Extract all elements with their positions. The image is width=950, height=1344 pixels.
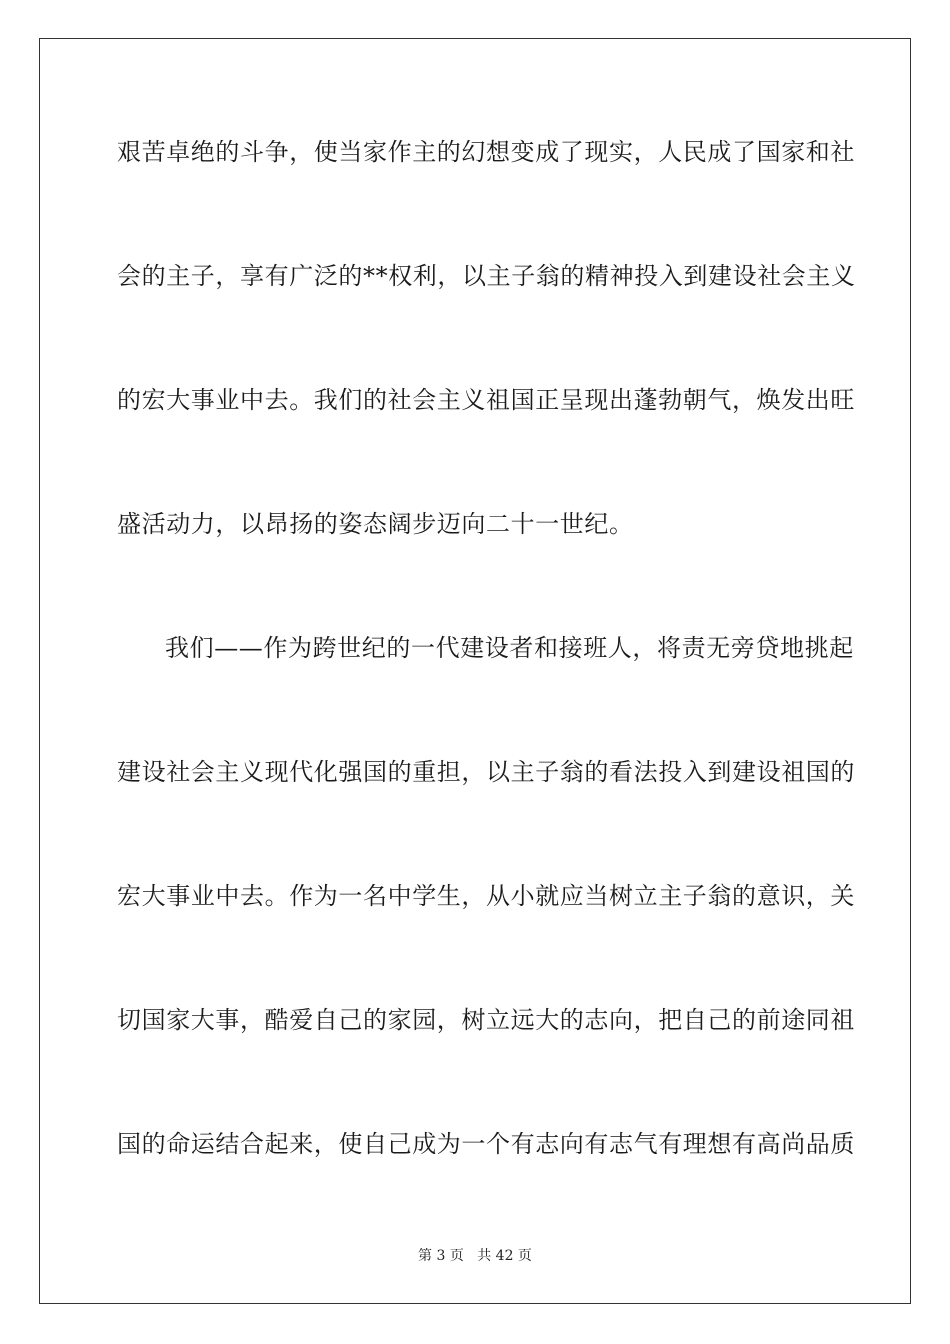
text-line: 艰苦卓绝的斗争，使当家作主的幻想变成了现实，人民成了国家和社 bbox=[117, 138, 855, 166]
text-line: 会的主子，享有广泛的**权利，以主子翁的精神投入到建设社会主义 bbox=[117, 262, 856, 290]
text-line: 我们——作为跨世纪的一代建设者和接班人，将责无旁贷地挑起 bbox=[165, 634, 854, 662]
text-line: 的宏大事业中去。我们的社会主义祖国正呈现出蓬勃朝气，焕发出旺 bbox=[117, 386, 855, 414]
text-line: 宏大事业中去。作为一名中学生，从小就应当树立主子翁的意识，关 bbox=[117, 882, 855, 910]
page-frame bbox=[39, 38, 911, 1304]
page-number: 第 3 页 bbox=[418, 1248, 464, 1264]
page-footer bbox=[0, 1246, 950, 1266]
text-line: 国的命运结合起来，使自己成为一个有志向有志气有理想有高尚品质 bbox=[117, 1130, 855, 1158]
text-line: 盛活动力，以昂扬的姿态阔步迈向二十一世纪。 bbox=[117, 510, 634, 538]
page-total: 共 42 页 bbox=[477, 1248, 532, 1264]
text-line: 切国家大事，酷爱自己的家园，树立远大的志向，把自己的前途同祖 bbox=[117, 1006, 855, 1034]
text-line: 建设社会主义现代化强国的重担，以主子翁的看法投入到建设祖国的 bbox=[117, 758, 855, 786]
